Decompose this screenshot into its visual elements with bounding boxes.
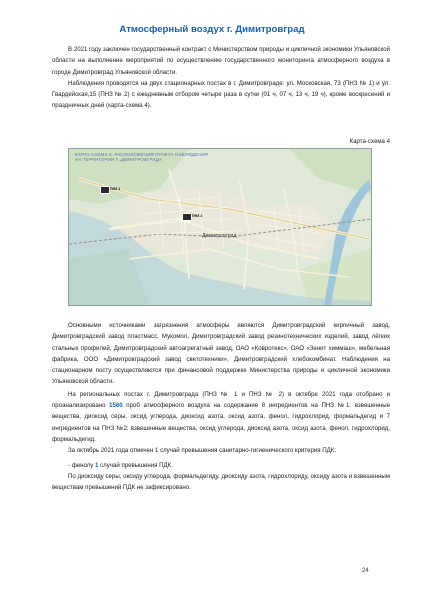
samples-text-before: На региональных постах г. Димитровграда (ПНЗ № 1 и ПНЗ № 2) в октябре 2021 года отобрано и проанализировано	[52, 390, 390, 410]
paragraph-no-exceedance: По диоксиду серы, оксиду углерода, формальдегиду, диоксиду азота, гидрохлориду, оксиду азота и взвешенным веществам превышений ПДК не зафиксировано.	[52, 472, 390, 492]
samples-count: 1560	[109, 402, 123, 410]
paragraph-samples	[52, 389, 390, 445]
samples-text-after: проб атмосферного воздуха на содержание 8 ингредиентов на ПНЗ №1: взвешенные вещества, диоксид серы, оксид углерода, диоксид азота, оксид азота, фенол, гидрохлорид, формальдегид и 7 ингредиентов на ПНЗ №2: взвешенные вещества, оксид углерода, диоксид азота, оксид азота, фенол, гидрохлорид, формальдегид.	[52, 402, 390, 443]
map-city-label: Димитровград	[202, 233, 237, 239]
page-number: 24	[362, 568, 369, 574]
post-1-label: ПНЗ 1	[110, 187, 121, 191]
list-item-suffix: случай превышения ПДК.	[98, 461, 173, 469]
post-2-marker	[182, 213, 192, 221]
map-header	[75, 152, 208, 162]
paragraph-pollution-sources: Основными источниками загрязнения атмосферы являются Димитровградский кирпичный завод, Димитровградский завод пластмасс, Мукомол, Димитровградский завод резинотехнических изделий, завод лёгких стальных профилей, Димитровградский автоагрегатный завод, ОАО «Ковротекс», ОАО «Зенит химмаш», мебельная фабрика, ООО «Димитровградский завод светотехники», Димитровградский хлебокомбинат. Наблюдения на стационарном посту осуществляются при финансовой поддержке Министерства природы и цикличной экономики Ульяновской области.	[52, 322, 390, 386]
paragraph-exceedance: За октябрь 2021 года отмечен 1 случай превышения санитарно-гигиенического критерия ПДК:	[68, 447, 337, 455]
map-scheme	[68, 148, 372, 306]
page-title: Атмосферный воздух г. Димитровград	[119, 24, 305, 35]
post-2-label: ПНЗ 2	[192, 214, 203, 218]
intro-paragraph-observations: Наблюдения проводятся на двух стационарных постах в г. Димитровграде: ул. Московская, 73 (ПНЗ № 1) и ул. Гвардейская,15 (ПНЗ № 2) с ежедневным отбором четыре раза в сутки (01 ч, 07 ч, 13 ч, 19 ч), кроме воскресений и праздничных дней (карта-схема 4).	[52, 79, 390, 110]
map-header-line-1: КАРТА-СХЕМА 4. РАСПОЛОЖЕНИЯ ПУНКТА НАБЛЮДЕНИЯ	[75, 152, 208, 157]
list-item-prefix: - фенолу	[68, 461, 96, 469]
map-header-line-2: НА ТЕРРИТОРИИ Г. ДИМИТРОВГРАДА	[75, 157, 162, 162]
list-item-phenol	[52, 460, 390, 471]
intro-section	[52, 44, 390, 112]
post-1-marker	[100, 186, 110, 194]
intro-paragraph-contract: В 2021 году заключен государственный контракт с Министерством природы и цикличной экономики Ульяновской области на выполнение мероприятий по осуществлению государственного мониторинга атмосферного воздуха в городе Димитровград Ульяновской области.	[52, 46, 390, 76]
body-section	[52, 320, 390, 493]
map-caption-label: Карта-схема 4	[349, 138, 390, 145]
list-item-count: 1	[95, 461, 99, 469]
map-image	[69, 149, 371, 305]
